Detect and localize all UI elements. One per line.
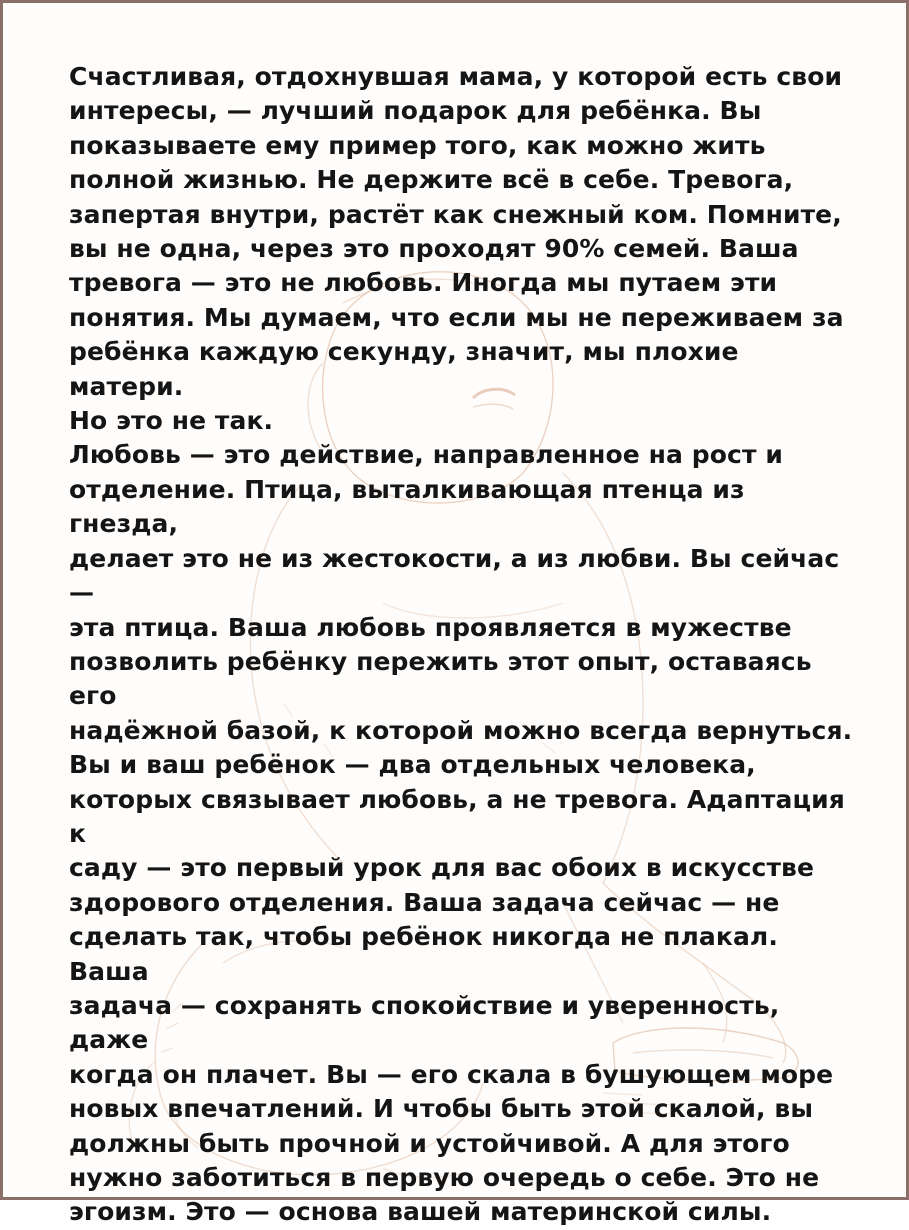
paragraph: Любовь — это действие, направленное на рост и отделение. Птица, выталкивающая птенца из гнезда, делает это не из жестокости, а из любви. Вы сейчас — эта птица. Ваша любовь проявляется в мужестве позволить ребёнку пережить этот опыт, оставаясь его надёжной базой, к которой можно всегда вернуться. Вы и ваш ребёнок — два отдельных человека, которых связывает любовь, а не тревога. Адаптация к саду — это первый урок для вас обоих в искусстве здорового отделения. Ваша задача сейчас — не сделать так, чтобы ребёнок никогда не плакал. Ваша задача — сохранять спокойствие и уверенность, даже когда он плачет. Вы — его скала в бушующем море новых впечатлений. И чтобы быть этой скалой, вы должны быть прочной и устойчивой. А для этого нужно заботиться в первую очередь о себе. Это не эгоизм. Это — основа вашей материнской силы. (69, 440, 853, 1227)
body-text (69, 60, 859, 1230)
paragraph: Счастливая, отдохнувшая мама, у которой есть свои интересы, — лучший подарок для ребёнка. Вы показываете ему пример того, как можно жить полной жизнью. Не держите всё в себе. Тревога, запертая внутри, растёт как снежный ком. Помните, вы не одна, через это проходят 90% семей. Ваша тревога — это не любовь. Иногда мы путаем эти понятия. Мы думаем, что если мы не переживаем за ребёнка каждую секунду, значит, мы плохие матери. Но это не так. (69, 62, 844, 436)
